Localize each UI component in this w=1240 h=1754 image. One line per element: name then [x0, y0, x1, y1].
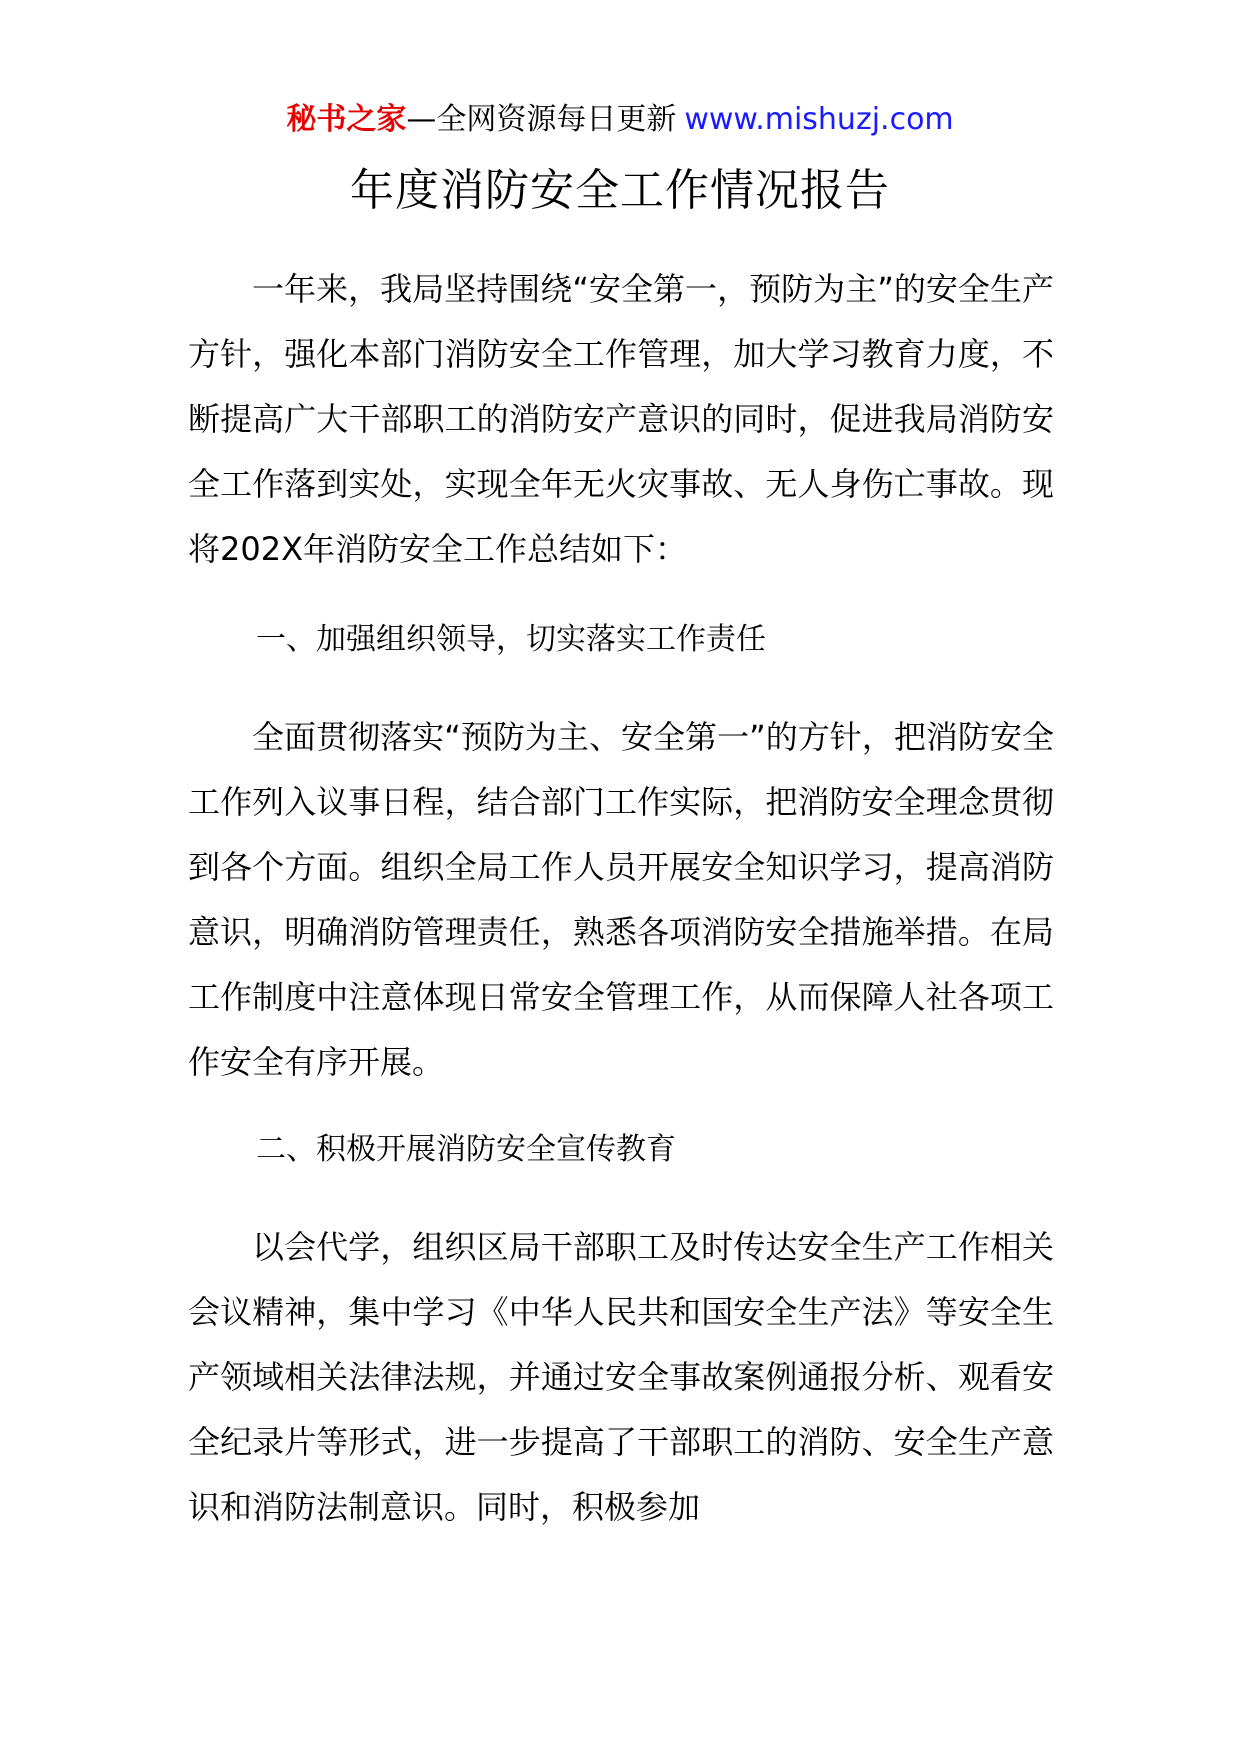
section-body-2: 以会代学，组织区局干部职工及时传达安全生产工作相关会议精神，集中学习《中华人民共和国安全生产法》等安全生产领域相关法律法规，并通过安全事故案例通报分析、观看安全纪录片等形式，进一步提高了干部职工的消防、安全生产意识和消防法制意识。同时，积极参加 [188, 1228, 1054, 1526]
document-title: 年度消防安全工作情况报告 [350, 165, 890, 216]
intro-paragraph: 一年来，我局坚持围绕“安全第一，预防为主”的安全生产方针，强化本部门消防安全工作管理，加大学习教育力度，不断提高广大干部职工的消防安产意识的同时，促进我局消防安全工作落到实处，实现全年无火灾事故、无人身伤亡事故。现将202X年消防安全工作总结如下： [188, 270, 1054, 568]
header-tagline: —全网资源每日更新 [406, 102, 677, 137]
section-body-1: 全面贯彻落实“预防为主、安全第一”的方针，把消防安全工作列入议事日程，结合部门工作实际，把消防安全理念贯彻到各个方面。组织全局工作人员开展安全知识学习，提高消防意识，明确消防管理责任，熟悉各项消防安全措施举措。在局工作制度中注意体现日常安全管理工作，从而保障人社各项工作安全有序开展。 [188, 718, 1054, 1081]
site-header [0, 100, 1240, 140]
section-heading-2: 二、积极开展消防安全宣传教育 [256, 1132, 676, 1167]
brand-name: 秘书之家 [286, 102, 407, 137]
site-url-link[interactable]: www.mishuzj.com [684, 102, 954, 137]
section-heading-1: 一、加强组织领导，切实落实工作责任 [256, 622, 766, 657]
